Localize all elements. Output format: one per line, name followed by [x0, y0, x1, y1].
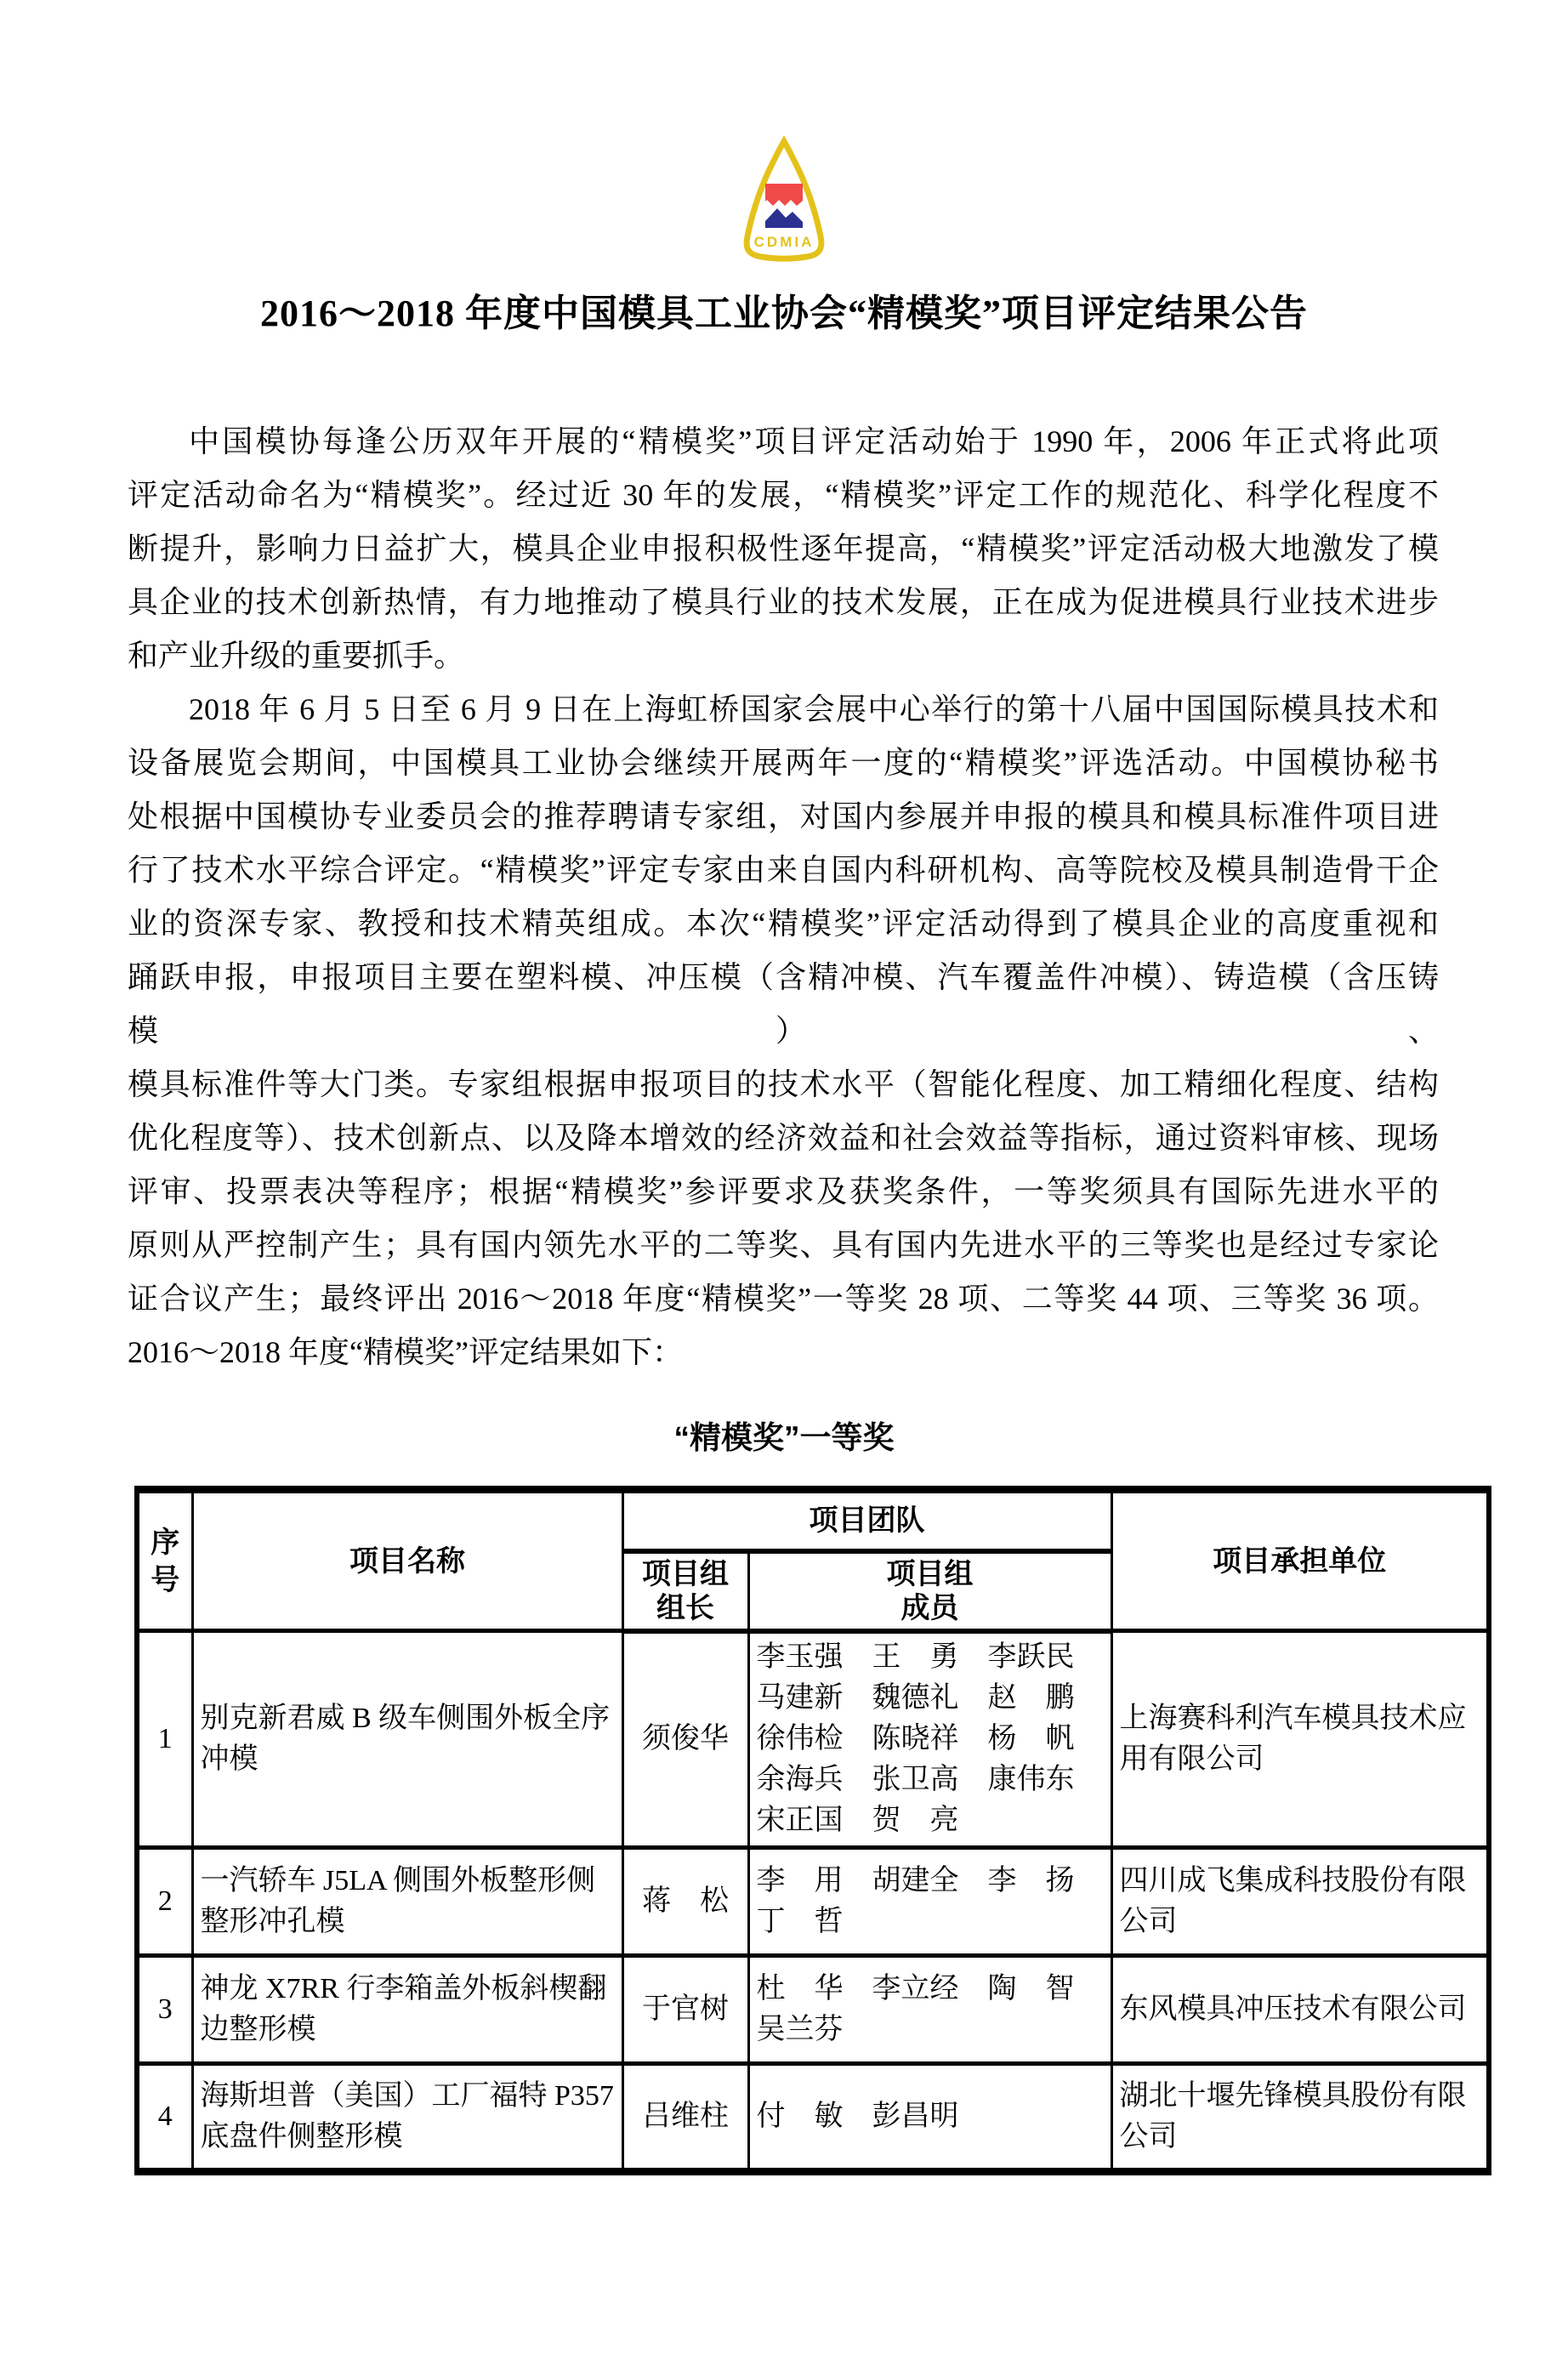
paragraph-line: 和产业升级的重要抓手。 [128, 639, 465, 673]
paragraph-line: 设备展览会期间，中国模具工业协会继续开展两年一度的“精模奖”评选活动。中国模协秘书 [128, 746, 1439, 780]
paragraph-line: 原则从严控制产生；具有国内领先水平的二等奖、具有国内先进水平的三等奖也是经过专家论 [128, 1228, 1439, 1262]
paragraph-line: 具企业的技术创新热情，有力地推动了模具行业的技术发展，正在成为促进模具行业技术进步 [128, 585, 1439, 619]
paragraph-line: 2016～2018 年度“精模奖”评定结果如下： [128, 1335, 683, 1369]
table-row [137, 2064, 1489, 2172]
paragraph-1 [128, 415, 1439, 683]
header-team-leader: 项目组 组长 [622, 1551, 748, 1631]
cell-project-name: 别克新君威 B 级车侧围外板全序冲模 [192, 1631, 622, 1848]
section-heading-first-prize: “精模奖”一等奖 [673, 1420, 895, 1455]
paragraph-line: 业的资深专家、教授和技术精英组成。本次“精模奖”评定活动得到了模具企业的高度重视和 [128, 907, 1439, 941]
cell-serial-number: 1 [137, 1631, 192, 1848]
cell-team-members: 付 敏 彭昌明 [748, 2064, 1111, 2172]
cell-undertaking-unit: 东风模具冲压技术有限公司 [1111, 1956, 1489, 2064]
logo-cdmia-text: CDMIA [753, 234, 815, 250]
cell-undertaking-unit: 湖北十堰先锋模具股份有限公司 [1111, 2064, 1489, 2172]
cell-project-name: 一汽轿车 J5LA 侧围外板整形侧整形冲孔模 [192, 1848, 622, 1956]
paragraph-2 [128, 683, 1439, 1379]
cell-serial-number: 3 [137, 1956, 192, 2064]
paragraph-line: 踊跃申报，申报项目主要在塑料模、冲压模（含精冲模、汽车覆盖件冲模）、铸造模（含压铸模）、 [128, 960, 1439, 1048]
paragraph-line: 评审、投票表决等程序；根据“精模奖”参评要求及获奖条件，一等奖须具有国际先进水平的 [128, 1174, 1439, 1208]
header-serial-number: 序 号 [137, 1490, 192, 1631]
cell-team-leader: 须俊华 [622, 1631, 748, 1848]
association-logo [0, 136, 1568, 265]
header-undertaking-unit: 项目承担单位 [1111, 1490, 1489, 1631]
cdmia-logo-icon [736, 136, 832, 265]
awards-table [134, 1486, 1491, 2175]
cell-team-members: 李 用 胡建全 李 扬 丁 哲 [748, 1848, 1111, 1956]
cell-project-name: 神龙 X7RR 行李箱盖外板斜楔翻边整形模 [192, 1956, 622, 2064]
cell-team-members: 李玉强 王 勇 李跃民 马建新 魏德礼 赵 鹏 徐伟检 陈晓祥 杨 帆 余海兵 张卫高 康伟东 宋正国 贺 亮 [748, 1631, 1111, 1848]
cell-team-leader: 吕维柱 [622, 2064, 748, 2172]
cell-undertaking-unit: 四川成飞集成科技股份有限公司 [1111, 1848, 1489, 1956]
paragraph-line: 处根据中国模协专业委员会的推荐聘请专家组，对国内参展并申报的模具和模具标准件项目进 [128, 799, 1439, 833]
header-project-name: 项目名称 [192, 1490, 622, 1631]
paragraph-line: 模具标准件等大门类。专家组根据申报项目的技术水平（智能化程度、加工精细化程度、结构 [128, 1067, 1439, 1101]
paragraph-line: 评定活动命名为“精模奖”。经过近 30 年的发展，“精模奖”评定工作的规范化、科学化程度不 [128, 478, 1439, 512]
cell-undertaking-unit: 上海赛科利汽车模具技术应用有限公司 [1111, 1631, 1489, 1848]
paragraph-line: 证合议产生；最终评出 2016～2018 年度“精模奖”一等奖 28 项、二等奖 44 项、三等奖 36 项。 [128, 1282, 1439, 1316]
cell-project-name: 海斯坦普（美国）工厂福特 P357 底盘件侧整形模 [192, 2064, 622, 2172]
cell-serial-number: 2 [137, 1848, 192, 1956]
paragraph-line: 行了技术水平综合评定。“精模奖”评定专家由来自国内科研机构、高等院校及模具制造骨干企 [128, 853, 1439, 887]
cell-serial-number: 4 [137, 2064, 192, 2172]
awards-table-header [137, 1490, 1489, 1631]
cell-team-members: 杜 华 李立经 陶 智 吴兰芬 [748, 1956, 1111, 2064]
paragraph-line: 断提升，影响力日益扩大，模具企业申报积极性逐年提高，“精模奖”评定活动极大地激发了模 [128, 532, 1439, 566]
paragraph-line: 2018 年 6 月 5 日至 6 月 9 日在上海虹桥国家会展中心举行的第十八届中国国际模具技术和 [189, 692, 1439, 726]
table-row [137, 1848, 1489, 1956]
table-row [137, 1631, 1489, 1848]
paragraph-line: 中国模协每逢公历双年开展的“精模奖”项目评定活动始于 1990 年，2006 年正式将此项 [189, 424, 1439, 458]
header-team-members: 项目组 成员 [748, 1551, 1111, 1631]
cell-team-leader: 蒋 松 [622, 1848, 748, 1956]
paragraph-line: 优化程度等）、技术创新点、以及降本增效的经济效益和社会效益等指标，通过资料审核、现场 [128, 1121, 1439, 1155]
body-text [128, 415, 1439, 1379]
cell-team-leader: 于官树 [622, 1956, 748, 2064]
page-title: 2016～2018 年度中国模具工业协会“精模奖”项目评定结果公告 [260, 293, 1308, 334]
table-row [137, 1956, 1489, 2064]
logo-red-mountain [765, 184, 803, 206]
document-page [0, 136, 1568, 2354]
header-project-team: 项目团队 [622, 1490, 1111, 1551]
